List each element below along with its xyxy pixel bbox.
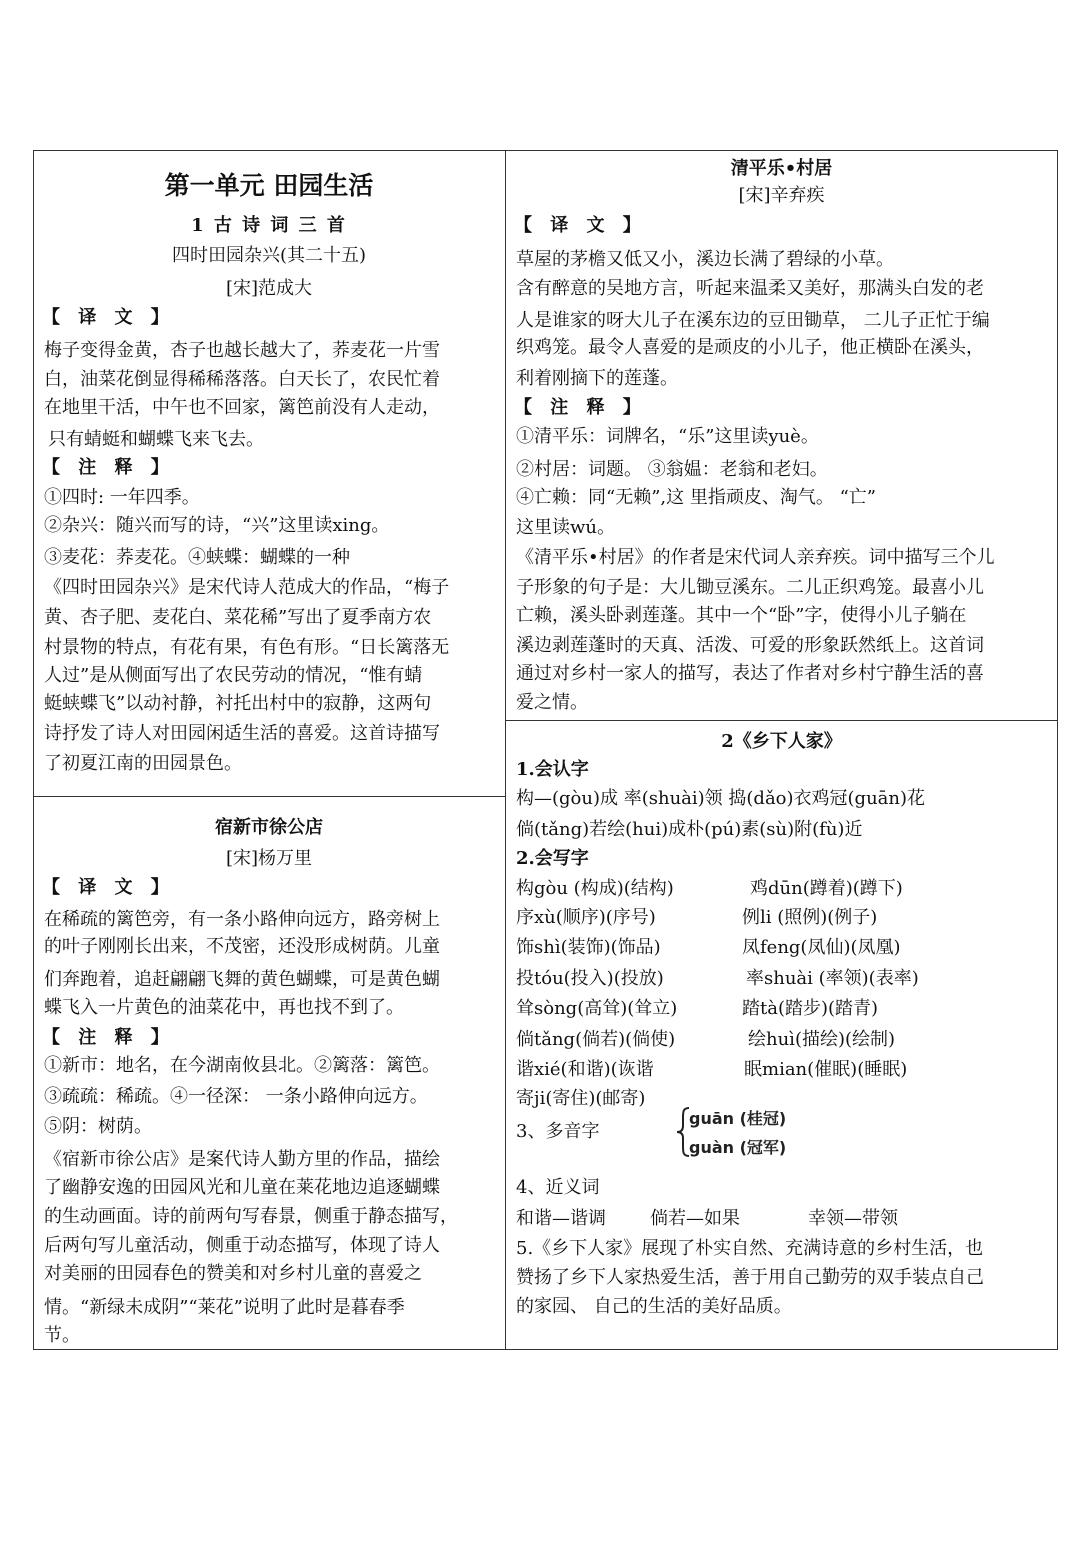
poem1-translation-line: 梅子变得金黄，杏子也越长越大了，荞麦花一片雪: [44, 340, 440, 361]
synonym-item: 和谐—谐调: [516, 1208, 606, 1229]
polyphone-item: guàn (冠军): [689, 1138, 787, 1157]
write-item: 耸sòng(高耸)(耸立): [516, 998, 678, 1019]
write-item: 鸡dūn(蹲着)(蹲下): [750, 878, 903, 899]
write-item: 踏tà(踏步)(踏青): [742, 998, 879, 1019]
poem1-translation-line: 白，油菜花倒显得稀稀落落。白天长了，农民忙着: [44, 369, 440, 390]
poem1-title: 四时田园杂兴(其二十五): [171, 245, 367, 266]
poem3-analysis-line: 溪边剥莲蓬时的天真、活泼、可爱的形象跃然纸上。这首词: [516, 635, 984, 656]
poem2-title: 宿新市徐公店: [215, 817, 323, 838]
poem1-translation-label: 【 译 文 】: [42, 307, 175, 328]
summary-line: 赞扬了乡下人家热爱生活，善于用自己勤劳的双手装点自己: [516, 1267, 984, 1288]
poem2-translation-line: 们奔跑着，追赶翩翩飞舞的黄色蝴蝶，可是黄色蝴: [44, 969, 440, 990]
write-item: 序xù(顺序)(序号): [516, 907, 656, 928]
poem1-translation-line: 只有蜻蜓和蝴蝶飞来飞去。: [48, 429, 264, 450]
poem1-analysis-line: 了初夏江南的田园景色。: [44, 753, 242, 774]
poem3-title: 清平乐•村居: [730, 158, 833, 179]
poem1-analysis-line: 黄、杏子肥、麦花白、菜花稀”写出了夏季南方农: [44, 607, 432, 628]
right-row-divider: [505, 720, 1058, 721]
summary-line: 的家园、 自己的生活的美好品质。: [516, 1296, 792, 1317]
poem3-note: ④亡赖：同“无赖”,这 里指顽皮、淘气。 “亡”: [516, 487, 876, 508]
recognize-line: 构—(gòu)成 率(shuài)领 捣(dǎo)衣鸡冠(guān)花: [516, 788, 926, 809]
write-item: 率shuài (率领)(表率): [746, 968, 919, 989]
write-label: 2.会写字: [516, 848, 589, 869]
write-item: 构gòu (构成)(结构): [516, 878, 674, 899]
poem3-analysis-line: 亡赖，溪头卧剥莲蓬。其中一个“卧”字，使得小儿子躺在: [516, 605, 967, 626]
synonym-label: 4、近义词: [516, 1177, 600, 1198]
left-row-divider: [33, 796, 505, 797]
poem3-translation-line: 含有醉意的吴地方言，听起来温柔又美好，那满头白发的老: [516, 278, 984, 299]
poem1-analysis-line: 村景物的特点，有花有果，有色有形。“日长篱落无: [44, 637, 450, 658]
synonym-item: 倘若—如果: [650, 1208, 740, 1229]
poem2-translation-line: 蝶飞入一片黄色的油菜花中，再也找不到了。: [44, 997, 404, 1018]
poem2-analysis-line: 后两句写儿童活动，侧重于动态描写，体现了诗人: [44, 1235, 440, 1256]
polyphone-item: guān (桂冠): [689, 1109, 787, 1128]
poem1-analysis-line: 《四时田园杂兴》是宋代诗人范成大的作品，“梅子: [44, 577, 450, 598]
poem1-translation-line: 在地里干活，中午也不回家，篱笆前没有人走动，: [44, 397, 440, 418]
poem1-note: ①四时: 一年四季。: [44, 487, 200, 508]
write-item: 谐xié(和谐)(诙谐: [516, 1059, 654, 1080]
write-item: 饰shì(装饰)(饰品): [516, 937, 661, 958]
write-item: 例li (照例)(例子): [742, 907, 878, 928]
poem2-note: ①新市：地名，在今湖南攸县北。②篱落：篱笆。: [44, 1055, 440, 1076]
poem3-note: 这里读wú。: [516, 517, 615, 538]
poem3-translation-line: 利着刚摘下的莲蓬。: [516, 368, 678, 389]
synonym-item: 幸领—带领: [808, 1208, 898, 1229]
poem1-author: [宋]范成大: [225, 278, 313, 299]
poem2-note: ③疏疏：稀疏。④一径深： 一条小路伸向远方。: [44, 1086, 428, 1107]
summary-line: 5.《乡下人家》展现了朴实自然、充满诗意的乡村生活，也: [516, 1238, 984, 1259]
poem3-note: ②村居：词题。 ③翁媪：老翁和老妇。: [516, 459, 828, 480]
poem3-analysis-line: 子形象的句子是：大儿锄豆溪东。二儿正织鸡笼。最喜小儿: [516, 577, 984, 598]
poem1-analysis-line: 人过”是从侧面写出了农民劳动的情况，“惟有蜻: [44, 665, 423, 686]
recognize-label: 1.会认字: [516, 759, 589, 780]
unit-title: 第一单元 田园生活: [164, 171, 374, 200]
poem3-analysis-line: 爱之情。: [516, 692, 588, 713]
write-item: 寄ji(寄住)(邮寄): [516, 1088, 646, 1109]
poem2-translation-label: 【 译 文 】: [42, 877, 175, 898]
poem3-note: ①清平乐：词牌名，“乐”这里读yuè。: [516, 426, 819, 447]
poem2-analysis-line: 了幽静安逸的田园风光和儿童在莱花地边追逐蝴蝶: [44, 1177, 440, 1198]
write-item: 眠mian(催眠)(睡眠): [744, 1059, 908, 1080]
poem1-note: ②杂兴：随兴而写的诗，“兴”这里读xing。: [44, 515, 390, 536]
poem2-analysis-line: 的生动画面。诗的前两句写春景，侧重于静态描写，: [44, 1206, 458, 1227]
lesson2-title: 2《乡下人家》: [721, 731, 842, 752]
write-item: 投tóu(投入)(投放): [516, 968, 664, 989]
poem3-notes-label: 【 注 释 】: [514, 397, 647, 418]
poem2-note: ⑤阴：树荫。: [44, 1116, 152, 1137]
poem2-translation-line: 在稀疏的篱笆旁，有一条小路伸向远方，路旁树上: [44, 909, 440, 930]
recognize-line: 倘(tǎng)若绘(hui)成朴(pú)素(sù)附(fù)近: [516, 819, 863, 840]
write-item: 凤feng(凤仙)(凤凰): [742, 937, 901, 958]
polyphone-brace-image: [675, 1104, 825, 1160]
polyphone-label: 3、多音字: [516, 1121, 600, 1142]
poem2-analysis-line: 情。“新绿未成阴”“莱花”说明了此时是暮春季: [44, 1297, 405, 1318]
lesson1-title: 1 古 诗 词 三 首: [191, 215, 347, 236]
poem3-translation-line: 草屋的茅檐又低又小，溪边长满了碧绿的小草。: [516, 249, 894, 270]
poem3-author: [宋]辛弃疾: [738, 185, 825, 206]
poem2-analysis-line: 对美丽的田园春色的赞美和对乡村儿童的喜爱之: [44, 1263, 422, 1284]
poem2-analysis-line: 《宿新市徐公店》是案代诗人勤方里的作品，描绘: [44, 1149, 440, 1170]
poem2-author: [宋]杨万里: [225, 848, 313, 869]
poem2-analysis-line: 节。: [44, 1325, 80, 1346]
write-item: 绘huì(描绘)(绘制): [748, 1029, 896, 1050]
poem3-translation-line: 织鸡笼。最令人喜爱的是顽皮的小儿子，他正横卧在溪头，: [516, 337, 984, 358]
poem3-analysis-line: 通过对乡村一家人的描写，表达了作者对乡村宁静生活的喜: [516, 663, 984, 684]
poem2-notes-label: 【 注 释 】: [42, 1027, 175, 1048]
poem3-translation-label: 【 译 文 】: [514, 215, 647, 236]
poem1-note: ③麦花：荞麦花。④蛱蝶：蝴蝶的一种: [44, 547, 350, 568]
poem1-notes-label: 【 注 释 】: [42, 457, 175, 478]
poem3-translation-line: 人是谁家的呀大儿子在溪东边的豆田锄草， 二儿子正忙于编: [516, 310, 990, 331]
write-item: 倘tǎng(倘若)(倘使): [516, 1029, 676, 1050]
poem1-analysis-line: 蜓蛱蝶飞”以动衬静，衬托出村中的寂静，这两句: [44, 693, 432, 714]
poem2-translation-line: 的叶子刚刚长出来，不茂密，还没形成树荫。儿童: [44, 936, 440, 957]
poem1-analysis-line: 诗抒发了诗人对田园闲适生活的喜爱。这首诗描写: [44, 723, 440, 744]
poem3-analysis-line: 《清平乐•村居》的作者是宋代词人亲弃疾。词中描写三个儿: [516, 547, 995, 568]
